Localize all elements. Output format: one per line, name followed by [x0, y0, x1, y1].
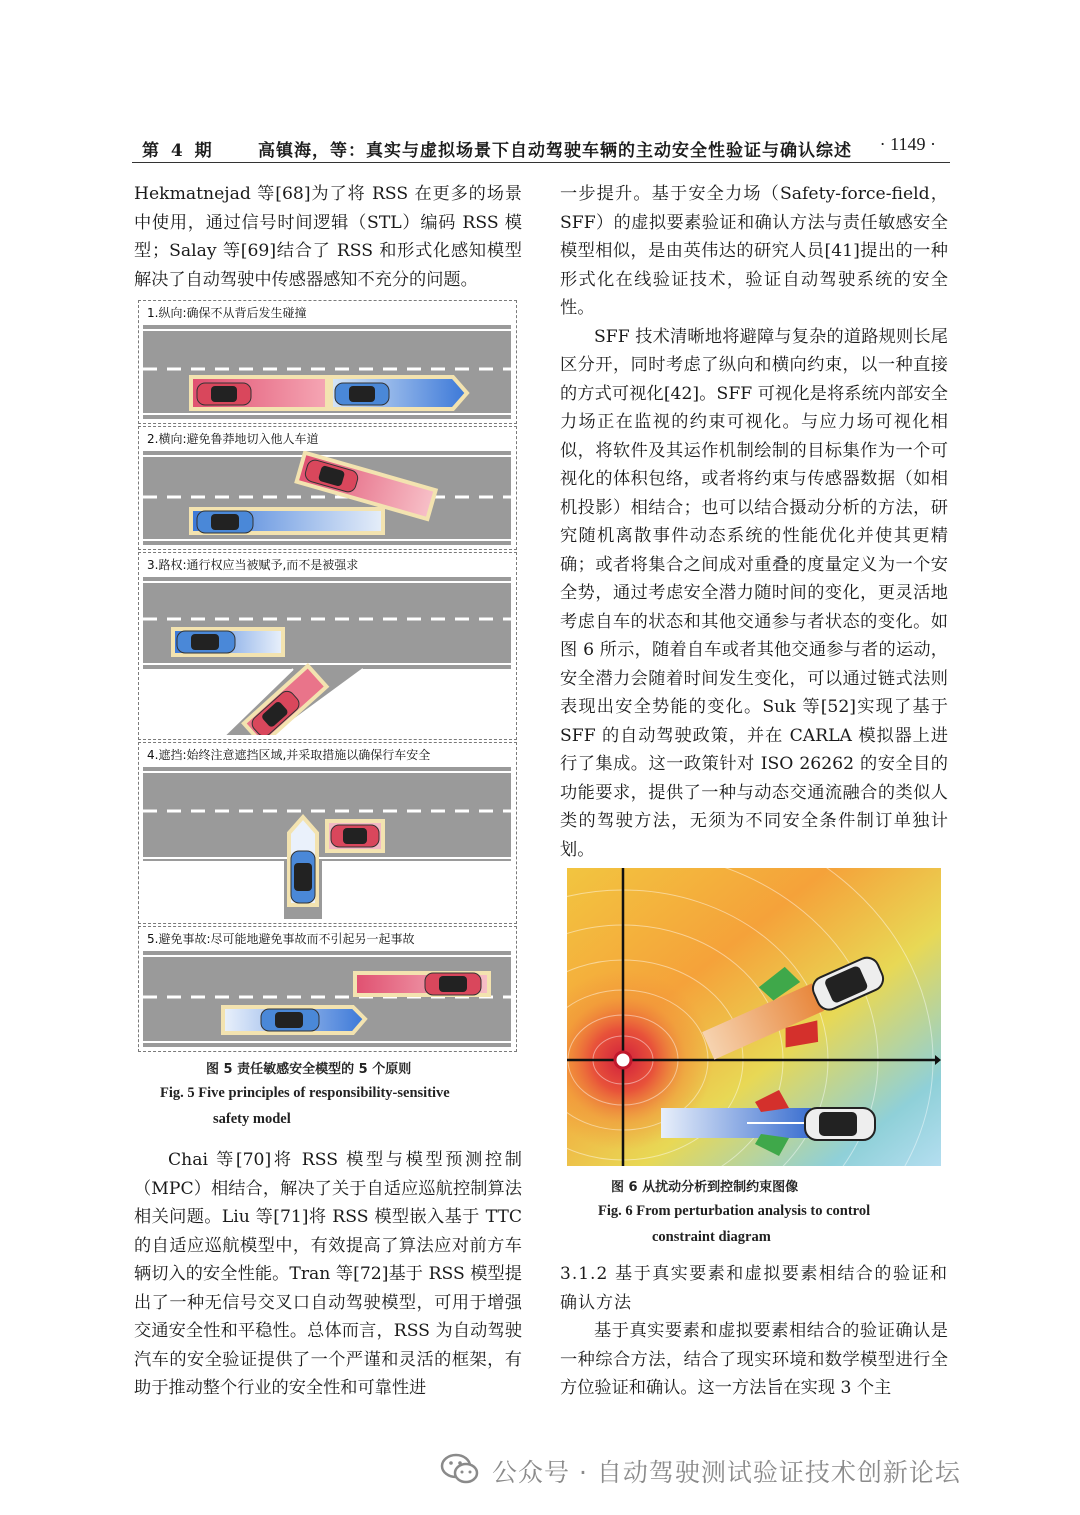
panel-5-title: 5.避免事故:尽可能地避免事故而不引起另一起事故	[147, 932, 415, 946]
paragraph-sff-visualization: SFF 技术清晰地将避障与复杂的道路规则长尾区分开，同时考虑了纵向和横向约束，以一种直接的方式可视化[42]。SFF 可视化是将系统内部安全力场正在监视的约束可视化。与应力场可视化相似，将软件及其运作机制绘制的目标集作为一个可视化的体积包络，或者将约束与传感器数据（如相机投影）相结合；也可以结合摄动分析的方法，研究随机离散事件动态系统的性能优化并使其更精确；或者将集合之间成对重叠的度量定义为一个安全势，通过考虑安全潜力随时间的变化，更灵活地考虑自车的状态和其他交通参与者状态的变化。如图 6 所示，随着自车或者其他交通参与者的运动，安全潜力会随着时间发生变化，可以通过链式法则表现出安全势能的变化。Suk 等[52]实现了基于 SFF 的自动驾驶政策，并在 CARLA 模拟器上进行了集成。这一政策针对 ISO 26262 的安全目的功能要求，提供了一种与动态交通流融合的类似人类的驾驶方法，无须为不同安全条件制订单独计划。	[560, 326, 948, 860]
panel-2-road-illustration	[143, 451, 511, 545]
left-column-bottom	[134, 1146, 522, 1404]
section-body: 基于真实要素和虚拟要素相结合的验证确认是一种综合方法，结合了现实环境和数学模型进行全方位验证和确认。这一方法旨在实现 3 个主	[560, 1321, 948, 1398]
panel-2-title: 2.横向:避免鲁莽地切入他人车道	[147, 432, 319, 446]
wechat-icon	[440, 1452, 480, 1486]
wechat-watermark	[440, 1450, 1060, 1494]
section-3-1-2	[560, 1260, 948, 1403]
panel-4-title: 4.遮挡:始终注意遮挡区域,并采取措施以确保行车安全	[147, 748, 431, 762]
panel-1-road-illustration	[143, 325, 511, 419]
panel-3-road-illustration	[143, 577, 511, 735]
issue-number: 第 4 期	[142, 141, 215, 161]
panel-5-road-illustration	[143, 951, 511, 1047]
figure-5-caption-cn: 图 5 责任敏感安全模型的 5 个原则	[206, 1062, 412, 1077]
figure-5-panel-2	[138, 426, 517, 550]
paragraph-sff-intro: 一步提升。基于安全力场（Safety-force-field，SFF）的虚拟要素验证和确认方法与责任敏感安全模型相似，是由英伟达的研究人员[41]提出的一种形式化在线验证技术，验证自动驾驶系统的安全性。	[560, 184, 948, 318]
panel-1-title: 1.纵向:确保不从背后发生碰撞	[147, 306, 307, 320]
figure-6-caption-en-line1: Fig. 6 From perturbation analysis to control	[598, 1203, 871, 1219]
running-header	[132, 128, 950, 163]
figure-6-caption-cn: 图 6 从扰动分析到控制约束图像	[611, 1180, 799, 1195]
left-column-top	[134, 180, 522, 294]
section-heading: 3.1.2 基于真实要素和虚拟要素相结合的验证和确认方法	[560, 1264, 948, 1313]
figure-6-caption-en-line2: constraint diagram	[652, 1229, 771, 1245]
figure-6-safety-potential-field	[567, 868, 941, 1166]
figure-5-caption-en-line2: safety model	[213, 1111, 291, 1127]
watermark-text: 公众号 · 自动驾驶测试验证技术创新论坛	[492, 1458, 961, 1487]
figure-5-panel-1	[138, 300, 517, 424]
figure-6	[567, 868, 941, 1166]
right-column-top	[560, 180, 948, 864]
figure-5-caption-en-line1: Fig. 5 Five principles of responsibility-sensitive	[160, 1085, 450, 1101]
paragraph-rss-extensions: Hekmatnejad 等[68]为了将 RSS 在更多的场景中使用，通过信号时间逻辑（STL）编码 RSS 模型；Salay 等[69]结合了 RSS 和形式化感知模型解决了自动驾驶中传感器感知不充分的问题。	[134, 184, 522, 290]
figure-5-panel-3	[138, 552, 517, 740]
paragraph-rss-applications: Chai 等[70]将 RSS 模型与模型预测控制（MPC）相结合，解决了关于自适应巡航控制算法相关问题。Liu 等[71]将 RSS 模型嵌入基于 TTC 的自适应巡航模型中，有效提高了算法应对前方车辆切入的安全性能。Tran 等[72]基于 RSS 模型提出了一种无信号交叉口自动驾驶模型，可用于增强交通安全性和平稳性。总体而言，RSS 为自动驾驶汽车的安全验证提供了一个严谨和灵活的框架，有助于推动整个行业的安全性和可靠性进	[134, 1150, 522, 1398]
panel-4-road-illustration	[143, 767, 511, 919]
running-title: 高镇海，等：真实与虚拟场景下自动驾驶车辆的主动安全性验证与确认综述	[258, 141, 852, 161]
panel-3-title: 3.路权:通行权应当被赋予,而不是被强求	[147, 558, 359, 572]
figure-5	[138, 300, 515, 1050]
figure-5-panel-4	[138, 742, 517, 924]
figure-5-panel-5	[138, 926, 517, 1052]
page-number: · 1149 ·	[879, 134, 936, 154]
